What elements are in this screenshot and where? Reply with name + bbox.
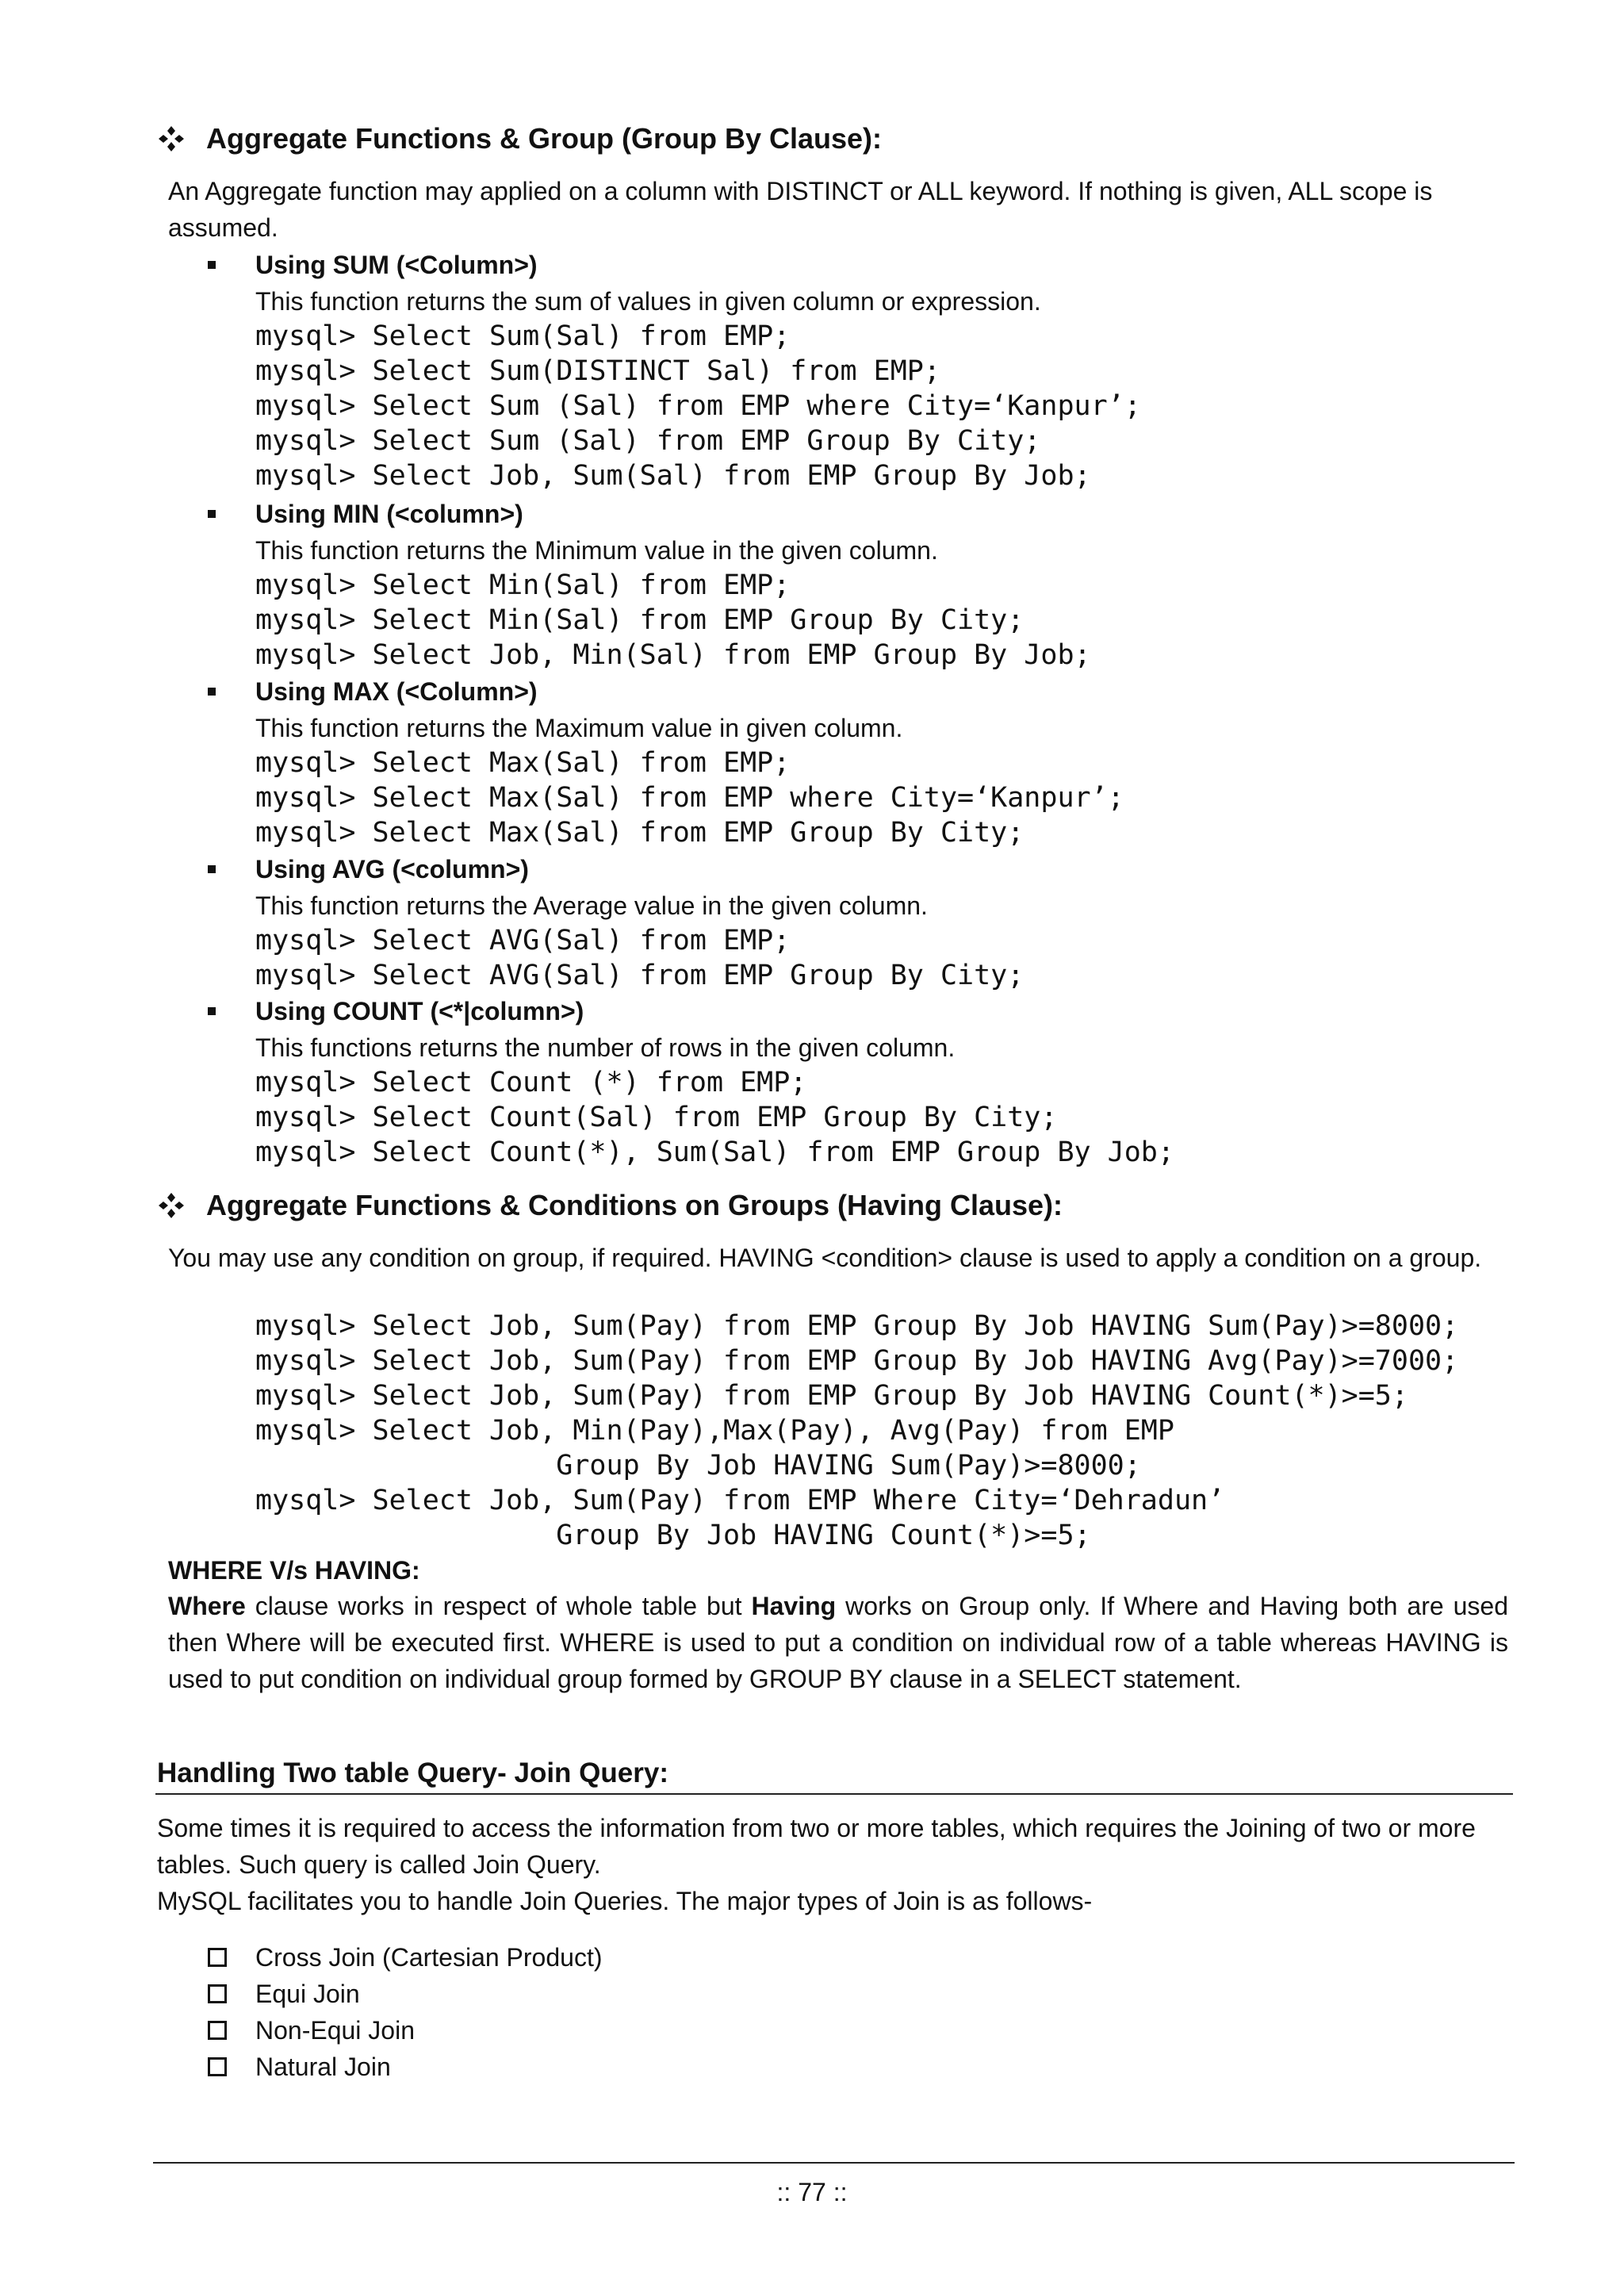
checkbox-icon [208,1984,227,2003]
checkbox-icon [208,2021,227,2040]
sum-description: This function returns the sum of values in given column or expression. [255,287,1041,316]
join-type-item: Non-Equi Join [255,2016,415,2045]
min-description: This function returns the Minimum value in the given column. [255,536,938,565]
heading-text: Aggregate Functions & Group (Group By Clause): [206,122,883,155]
group-by-intro: An Aggregate function may applied on a column with DISTINCT or ALL keyword. If nothing is given, ALL scope is assumed. [168,177,1433,242]
join-intro: Some times it is required to access the information from two or more tables, which requires the Joining of two or more tables. Such query is called Join Query. [157,1814,1476,1879]
square-bullet-icon [208,1007,216,1015]
page-number: :: 77 :: [776,2178,848,2206]
paragraph-text: clause works in respect of whole table but [245,1592,752,1620]
max-description: This function returns the Maximum value in given column. [255,714,903,742]
count-description: This functions returns the number of rows in the given column. [255,1033,956,1062]
min-title: Using MIN (<column>) [255,500,523,528]
where-vs-having-paragraph [168,1588,1508,1697]
join-type-item: Natural Join [255,2053,391,2081]
join-type-item: Cross Join (Cartesian Product) [255,1943,603,1972]
where-vs-having-label: WHERE V/s HAVING: [168,1556,420,1585]
heading-underline [155,1793,1513,1795]
paragraph-text: works on Group only. If Where and Having both are used then Where will be executed first. WHERE is used to put a condition on individual row of a table whereas HAVING is used to put condition on individual group formed by GROUP BY clause in a SELECT statement. [168,1592,1509,1693]
avg-code-block: mysql> Select AVG(Sal) from EMP; mysql> Select AVG(Sal) from EMP Group By City; [255,925,1025,991]
having-heading [159,1190,1063,1221]
square-bullet-icon [208,510,216,518]
having-keyword: Having [751,1592,837,1620]
heading-text: Aggregate Functions & Conditions on Groups (Having Clause): [206,1189,1063,1221]
having-intro: You may use any condition on group, if required. HAVING <condition> clause is used to apply a condition on a group. [168,1244,1482,1272]
square-bullet-icon [208,261,216,269]
join-heading: Handling Two table Query- Join Query: [157,1757,668,1788]
count-title: Using COUNT (<*|column>) [255,997,584,1025]
join-intro-2: MySQL facilitates you to handle Join Queries. The major types of Join is as follows- [157,1887,1093,1915]
sum-title: Using SUM (<Column>) [255,251,538,279]
having-code-block: mysql> Select Job, Sum(Pay) from EMP Group By Job HAVING Sum(Pay)>=8000; mysql> Select Job, Sum(Pay) from EMP Group By Job HAVING Avg(Pay)>=7000; mysql> Select Job, Sum(Pay) from EMP Group By Job HAVING Count(*)>=5; mysql> Select Job, Min(Pay),Max(Pay), Avg(Pay) from EMP Group By Job HAVING Sum(Pay)>=8000; mysql> Select Job, Sum(Pay) from EMP Where City=‘Dehradun’ Group By Job HAVING Count(*)>=5; [255,1310,1459,1551]
min-code-block: mysql> Select Min(Sal) from EMP; mysql> Select Min(Sal) from EMP Group By City; mysql> Select Job, Min(Sal) from EMP Group By Job; [255,569,1091,671]
checkbox-icon [208,1948,227,1967]
max-code-block: mysql> Select Max(Sal) from EMP; mysql> Select Max(Sal) from EMP where City=‘Kanpur’; mysql> Select Max(Sal) from EMP Group By City; [255,747,1124,849]
group-by-heading [159,123,882,155]
avg-title: Using AVG (<column>) [255,855,529,884]
where-keyword: Where [168,1592,246,1620]
sum-code-block: mysql> Select Sum(Sal) from EMP; mysql> Select Sum(DISTINCT Sal) from EMP; mysql> Select Sum (Sal) from EMP where City=‘Kanpur’; mysql> Select Sum (Sal) from EMP Group By City; mysql> Select Job, Sum(Sal) from EMP Group By Job; [255,320,1141,492]
diamond-bullet-icon [155,1190,187,1221]
checkbox-icon [208,2057,227,2076]
join-type-item: Equi Join [255,1980,360,2008]
count-code-block: mysql> Select Count (*) from EMP; mysql> Select Count(Sal) from EMP Group By City; mysql> Select Count(*), Sum(Sal) from EMP Group By Job; [255,1067,1174,1168]
avg-description: This function returns the Average value in the given column. [255,891,928,920]
diamond-bullet-icon [155,123,187,155]
square-bullet-icon [208,688,216,696]
max-title: Using MAX (<Column>) [255,677,538,706]
footer-rule [153,2162,1515,2164]
square-bullet-icon [208,865,216,873]
